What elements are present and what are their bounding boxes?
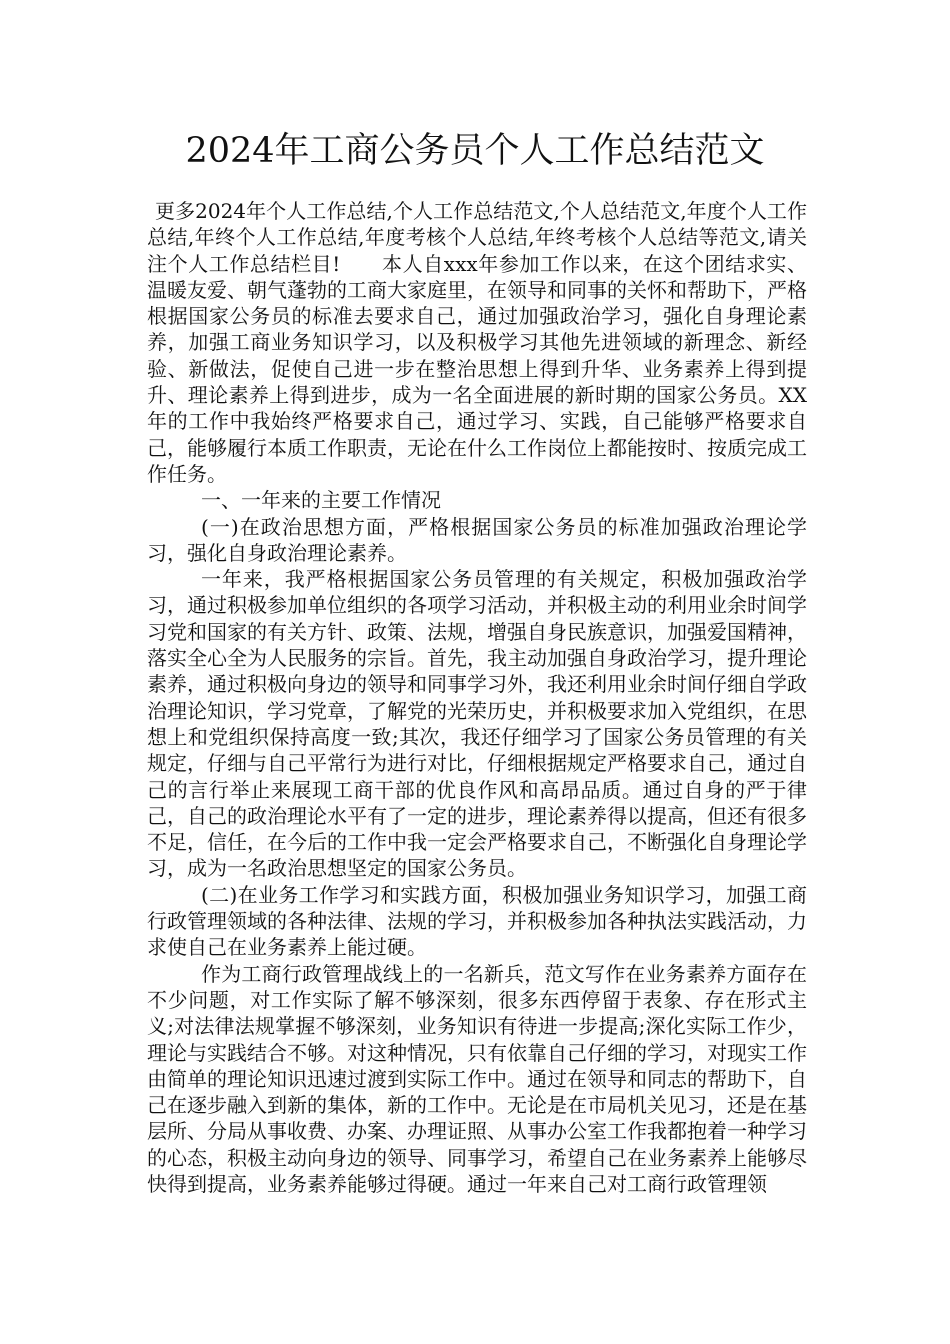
document-title: 2024年工商公务员个人工作总结范文 <box>185 131 765 171</box>
subsection-heading-1: (一)在政治思想方面，严格根据国家公务员的标准加强政治理论学习，强化自身政治理论素养。 <box>147 514 807 565</box>
section-heading-1: 一、一年来的主要工作情况 <box>201 488 441 513</box>
subsection-heading-2: (二)在业务工作学习和实践方面，积极加强业务知识学习，加强工商行政管理领域的各种法律、法规的学习，并积极参加各种执法实践活动，力求使自己在业务素养上能过硬。 <box>147 882 807 960</box>
body-paragraph: 一年来，我严格根据国家公务员管理的有关规定，积极加强政治学习，通过积极参加单位组织的各项学习活动，并积极主动的利用业余时间学习党和国家的有关方针、政策、法规，增强自身民族意识，加强爱国精神，落实全心全为人民服务的宗旨。首先，我主动加强自身政治学习，提升理论素养，通过积极向身边的领导和同事学习外，我还利用业余时间仔细自学政治理论知识，学习党章，了解党的光荣历史，并积极要求加入党组织，在思想上和党组织保持高度一致;其次，我还仔细学习了国家公务员管理的有关规定，仔细与自己平常行为进行对比，仔细根据规定严格要求自己，通过自己的言行举止来展现工商干部的优良作风和高昂品质。通过自身的严于律己，自己的政治理论水平有了一定的进步，理论素养得以提高，但还有很多不足，信任，在今后的工作中我一定会严格要求自己，不断强化自身理论学习，成为一名政治思想坚定的国家公务员。 <box>147 567 807 881</box>
body-paragraph: 作为工商行政管理战线上的一名新兵，范文写作在业务素养方面存在不少问题，对工作实际了解不够深刻，很多东西停留于表象、存在形式主义;对法律法规掌握不够深刻，业务知识有待进一步提高;深化实际工作少，理论与实践结合不够。对这种情况，只有依靠自己仔细的学习，对现实工作由简单的理论知识迅速过渡到实际工作中。通过在领导和同志的帮助下，自己在逐步融入到新的集体，新的工作中。无论是在市局机关见习，还是在基层所、分局从事收费、办案、办理证照、从事办公室工作我都抱着一种学习的心态，积极主动向身边的领导、同事学习，希望自己在业务素养上能够尽快得到提高，业务素养能够过得硬。通过一年来自己对工商行政管理领 <box>147 961 807 1196</box>
document-body <box>147 198 807 1197</box>
intro-paragraph: 更多2024年个人工作总结,个人工作总结范文,个人总结范文,年度个人工作总结,年终个人工作总结,年度考核个人总结,年终考核个人总结等范文,请关注个人工作总结栏目! 本人自xxx年参加工作以来，在这个团结求实、温暖友爱、朝气蓬勃的工商大家庭里，在领导和同事的关怀和帮助下，严格根据国家公务员的标准去要求自己，通过加强政治学习，强化自身理论素养，加强工商业务知识学习，以及积极学习其他先进领域的新理念、新经验、新做法，促使自己进一步在整治思想上得到升华、业务素养上得到提升、理论素养上得到进步，成为一名全面进展的新时期的国家公务员。XX年的工作中我始终严格要求自己，通过学习、实践，自己能够严格要求自己，能够履行本质工作职责，无论在什么工作岗位上都能按时、按质完成工作任务。 <box>147 199 807 486</box>
